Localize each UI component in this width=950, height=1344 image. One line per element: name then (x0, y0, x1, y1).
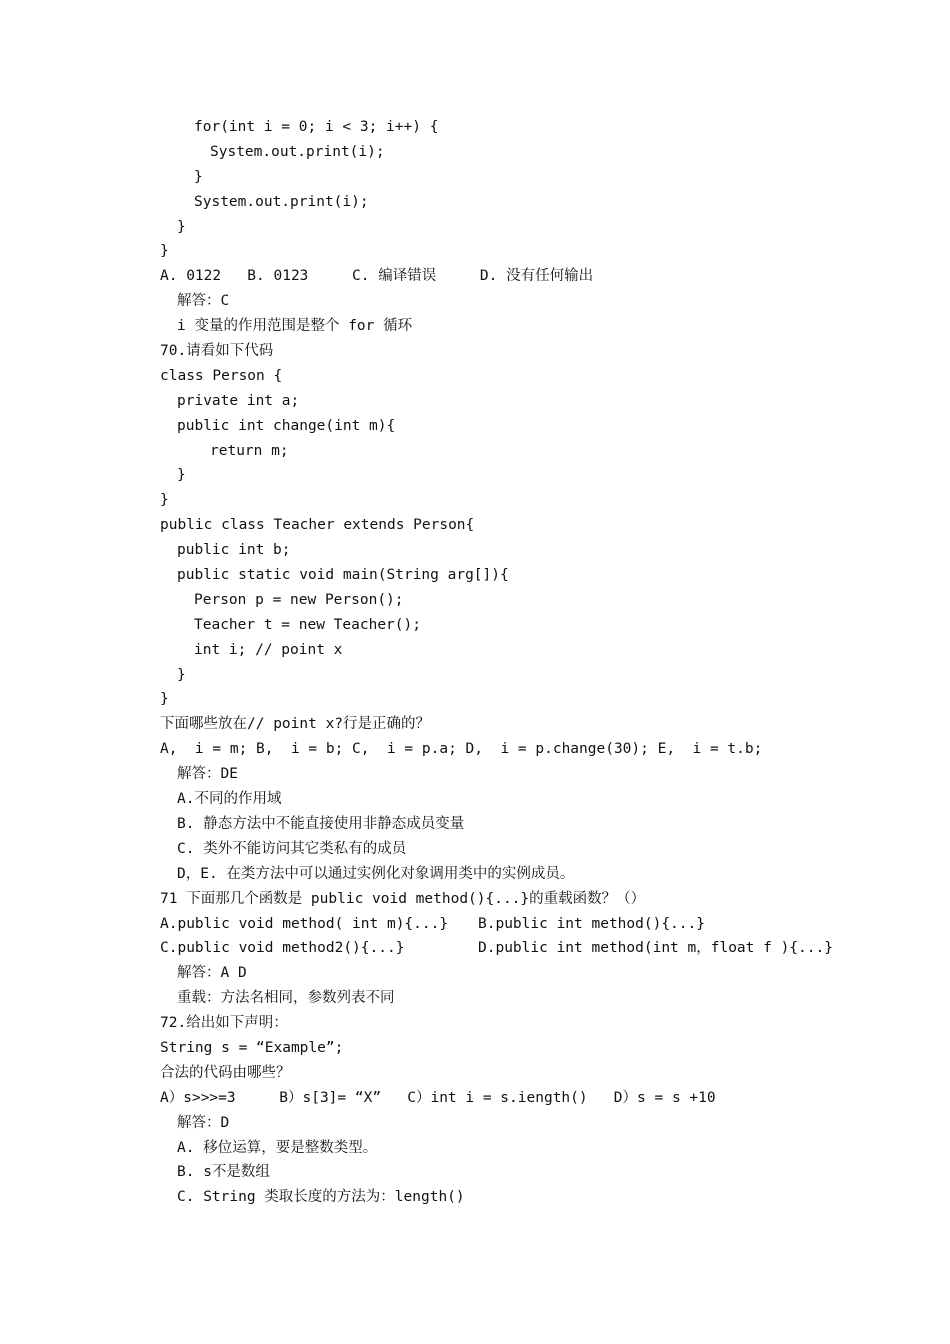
line-text: } (177, 467, 186, 484)
text-line (0, 215, 950, 240)
text-line (0, 190, 950, 215)
line-text: 解答：C (177, 293, 230, 310)
line-text: } (194, 168, 203, 185)
line-text: C. 类外不能访问其它类私有的成员 (177, 840, 407, 857)
text-line (0, 1011, 950, 1036)
line-text: A.不同的作用域 (177, 791, 282, 808)
text-line (0, 140, 950, 165)
text-line (0, 439, 950, 464)
text-line (0, 737, 950, 762)
line-text: private int a; (177, 392, 300, 409)
line-text-second-column: B.public int method(){...} (478, 915, 705, 932)
text-line (0, 712, 950, 737)
text-line (0, 961, 950, 986)
line-text: } (160, 243, 169, 260)
line-text: } (177, 666, 186, 683)
line-text: Person p = new Person(); (194, 591, 404, 608)
line-text: class Person { (160, 367, 283, 384)
line-text: for(int i = 0; i < 3; i++) { (194, 119, 439, 135)
line-text: System.out.print(i); (210, 143, 385, 160)
line-text: C. String 类取长度的方法为：length() (177, 1189, 465, 1206)
text-line (0, 1160, 950, 1185)
line-text: A. 0122 B. 0123 C. 编译错误 D. 没有任何输出 (160, 268, 594, 285)
line-text: Teacher t = new Teacher(); (194, 616, 421, 633)
line-text: A, i = m; B, i = b; C, i = p.a; D, i = p.change(30); E, i = t.b; (160, 741, 763, 758)
line-text: 70.请看如下代码 (160, 343, 274, 360)
line-text: String s = “Example”; (160, 1039, 344, 1056)
line-text: 解答：A D (177, 965, 247, 982)
text-line (0, 613, 950, 638)
text-line (0, 289, 950, 314)
text-line (0, 687, 950, 712)
text-line (0, 513, 950, 538)
line-text: } (160, 691, 169, 708)
line-text: A）s>>>=3 B）s[3]= “X” C）int i = s.iength() D）s = s +10 (160, 1089, 716, 1106)
line-text: 72.给出如下声明： (160, 1015, 288, 1032)
text-line (0, 588, 950, 613)
text-line (0, 787, 950, 812)
line-text: A. 移位运算，要是整数类型。 (177, 1139, 378, 1156)
line-text: System.out.print(i); (194, 193, 369, 210)
text-line (0, 1111, 950, 1136)
line-text: 合法的代码由哪些？ (160, 1064, 291, 1081)
text-line (0, 538, 950, 563)
line-text: } (160, 492, 169, 509)
text-line (0, 986, 950, 1011)
line-text: } (177, 218, 186, 235)
text-line (0, 264, 950, 289)
text-line (0, 563, 950, 588)
line-text: return m; (210, 442, 289, 459)
line-text: 71 下面那几个函数是 public void method(){...}的重载函数？（） (160, 890, 646, 907)
text-line (0, 663, 950, 688)
text-line (0, 812, 950, 837)
text-line (0, 912, 950, 937)
text-line (0, 887, 950, 912)
text-line (0, 837, 950, 862)
text-line (0, 862, 950, 887)
text-line (0, 638, 950, 663)
text-line (0, 1036, 950, 1061)
text-line (0, 339, 950, 364)
document-page (0, 115, 950, 1210)
text-line (0, 1086, 950, 1111)
line-text: i 变量的作用范围是整个 for 循环 (177, 318, 413, 335)
line-text: 解答：D (177, 1114, 230, 1131)
line-text: B. 静态方法中不能直接使用非静态成员变量 (177, 815, 465, 832)
text-line (0, 463, 950, 488)
line-text: public class Teacher extends Person{ (160, 517, 475, 534)
line-text: D，E. 在类方法中可以通过实例化对象调用类中的实例成员。 (177, 865, 575, 882)
line-text: A.public void method( int m){...} (160, 915, 449, 932)
text-line (0, 1136, 950, 1161)
line-text-second-column: D.public int method(int m，float f ){...} (478, 940, 833, 957)
text-line (0, 414, 950, 439)
line-text: C.public void method2(){...} (160, 940, 405, 957)
line-text: 下面哪些放在// point x?行是正确的？ (160, 716, 431, 733)
text-line (0, 115, 950, 140)
text-line (0, 389, 950, 414)
line-text: public static void main(String arg[]){ (177, 567, 509, 584)
line-text: public int change(int m){ (177, 417, 396, 434)
text-line (0, 936, 950, 961)
text-line (0, 364, 950, 389)
text-line (0, 1061, 950, 1086)
text-line (0, 165, 950, 190)
line-text: public int b; (177, 542, 291, 559)
line-text: B. s不是数组 (177, 1164, 270, 1181)
text-line (0, 488, 950, 513)
line-text: 重载：方法名相同，参数列表不同 (177, 990, 395, 1007)
line-text: 解答：DE (177, 766, 238, 783)
text-line (0, 314, 950, 339)
text-line (0, 239, 950, 264)
line-text: int i; // point x (194, 641, 343, 658)
text-line (0, 762, 950, 787)
text-line (0, 1185, 950, 1210)
